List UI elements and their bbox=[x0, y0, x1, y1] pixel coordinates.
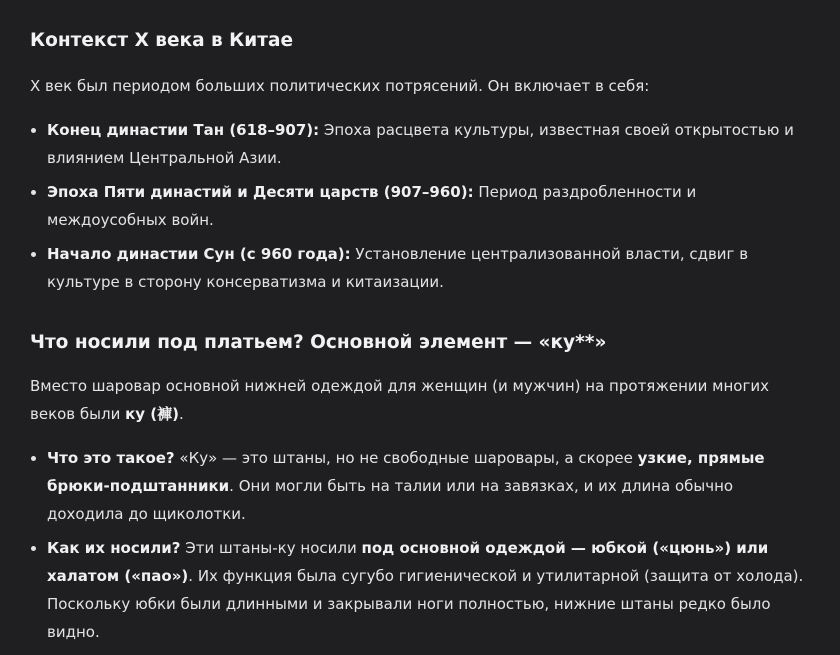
list-item-five-dynasties bbox=[47, 178, 810, 234]
section-heading-underwear: Что носили под платьем? Основной элемент — «ку**» bbox=[30, 332, 607, 353]
list-item-emphasis: узкие, прямые брюки-подштанники bbox=[47, 449, 765, 495]
list-item-tang bbox=[47, 116, 810, 172]
list-item-text: Эти штаны-ку носили bbox=[180, 539, 362, 557]
list-item-emphasis: под основной одеждой — юбкой («цюнь») или халатом («пао») bbox=[47, 539, 769, 585]
list-item-title: Как их носили? bbox=[47, 539, 181, 557]
dynasty-list bbox=[30, 116, 810, 296]
intro-text-end: . bbox=[179, 405, 184, 423]
section-intro-underwear bbox=[30, 372, 810, 428]
intro-term: ку (褲) bbox=[125, 405, 180, 423]
list-item-title: Эпоха Пяти династий и Десяти царств (907–960): bbox=[47, 183, 474, 201]
list-item-how-worn bbox=[47, 534, 810, 646]
ku-list bbox=[30, 444, 810, 646]
list-item-song bbox=[47, 240, 810, 296]
list-item-what-is-it bbox=[47, 444, 810, 528]
list-item-text: . Их функция была сугубо гигиенической и утилитарной (защита от холода). Поскольку юбки были длинными и закрывали ноги полностью, нижние штаны редко было видно. bbox=[47, 567, 804, 641]
list-item-text: Период раздробленности и междоусобных войн. bbox=[47, 183, 697, 229]
list-item-title: Начало династии Сун (с 960 года): bbox=[47, 245, 351, 263]
section-heading-10th-century: Контекст X века в Китае bbox=[30, 30, 293, 51]
list-item-text: «Ку» — это штаны, но не свободные шаровары, а скорее bbox=[174, 449, 638, 467]
list-item-title: Что это такое? bbox=[47, 449, 175, 467]
list-item-text: Эпоха расцвета культуры, известная своей открытостью и влиянием Центральной Азии. bbox=[47, 121, 794, 167]
list-item-text: . Они могли быть на талии или на завязках, и их длина обычно доходила до щиколотки. bbox=[47, 477, 734, 523]
list-item-text: Установление централизованной власти, сдвиг в культуре в сторону консерватизма и китаизации. bbox=[47, 245, 749, 291]
section-intro-10th-century: X век был периодом больших политических потрясений. Он включает в себя: bbox=[30, 77, 650, 95]
intro-text: Вместо шаровар основной нижней одеждой для женщин (и мужчин) на протяжении многих веков были bbox=[30, 377, 769, 423]
list-item-title: Конец династии Тан (618–907): bbox=[47, 121, 320, 139]
